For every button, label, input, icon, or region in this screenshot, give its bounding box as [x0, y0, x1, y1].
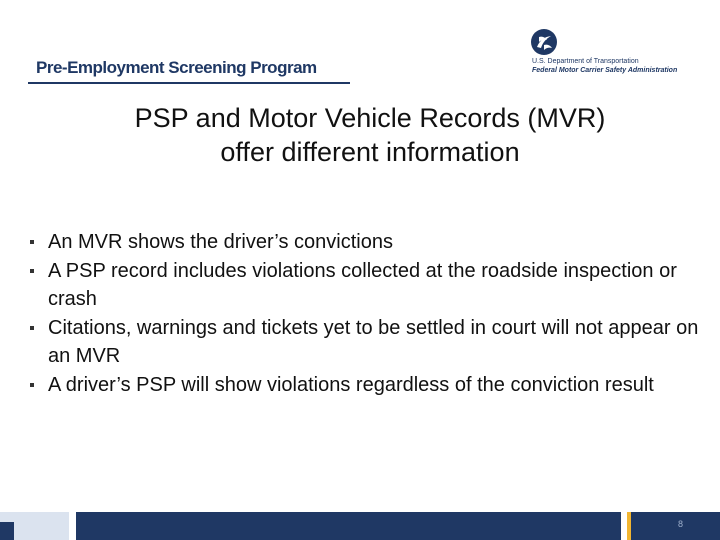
footer-accent-bar — [627, 512, 631, 540]
square-bullet-icon — [30, 240, 34, 244]
bullet-text: A driver’s PSP will show violations regardless of the conviction result — [48, 373, 654, 396]
bullet-item — [30, 371, 700, 400]
bullet-list — [30, 228, 700, 399]
slide-title-line-2: offer different information — [220, 137, 520, 167]
bullet-text: Citations, warnings and tickets yet to be settled in court will not appear on an MVR — [48, 316, 699, 367]
administration-name: Federal Motor Carrier Safety Administration — [532, 67, 678, 74]
slide-title — [60, 101, 680, 169]
dot-logo-icon — [530, 28, 558, 56]
page-number: 8 — [678, 519, 684, 529]
square-bullet-icon — [30, 269, 34, 273]
slide-title-line-1: PSP and Motor Vehicle Records (MVR) — [134, 103, 606, 133]
bullet-text: An MVR shows the driver’s convictions — [48, 231, 393, 253]
program-title: Pre-Employment Screening Program — [36, 58, 317, 77]
agency-identifier — [532, 57, 677, 75]
header-divider — [28, 82, 350, 84]
department-name: U.S. Department of Transportation — [532, 58, 639, 65]
bullet-item — [30, 257, 700, 314]
square-bullet-icon — [30, 326, 34, 330]
footer-dark-block — [0, 522, 14, 540]
footer-page-box — [627, 512, 720, 540]
bullet-item — [30, 314, 700, 371]
square-bullet-icon — [30, 383, 34, 387]
footer-band — [76, 512, 621, 540]
bullet-item — [30, 228, 700, 257]
bullet-text: A PSP record includes violations collected at the roadside inspection or crash — [48, 259, 677, 310]
